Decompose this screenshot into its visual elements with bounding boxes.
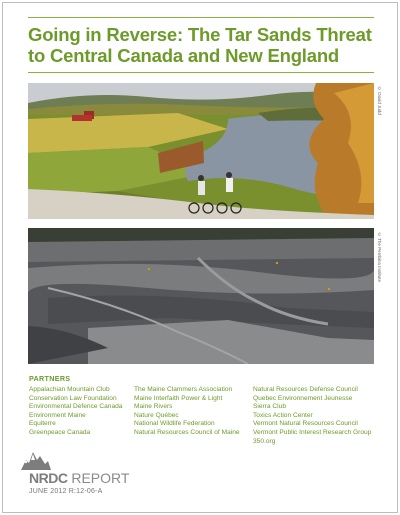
report-id: JUNE 2012 R:12-06-A: [29, 488, 103, 495]
partners-column-2: [134, 386, 240, 438]
cover-title: [28, 24, 378, 66]
title-emphasis: Going in Reverse:: [28, 24, 183, 45]
top-rule: [28, 17, 374, 18]
partner-item: Maine Interfaith Power & Light: [134, 394, 223, 402]
partner-item: National Wildlife Federation: [134, 420, 215, 428]
partner-item: Maine Rivers: [134, 403, 173, 411]
tar-sands-mine-photo: [28, 228, 374, 364]
top-photo-credit: © David Judd: [377, 86, 382, 115]
partners-column-3: [253, 386, 371, 446]
partner-item: Environmental Defence Canada: [29, 403, 123, 411]
partner-item: Nature Québec: [134, 411, 179, 419]
bottom-photo-credit: © The Pembina Institute: [377, 232, 382, 282]
nrdc-logo-icon: [21, 448, 51, 472]
partner-item: Vermont Natural Resources Council: [253, 420, 358, 428]
cyclists-landscape-photo: [28, 83, 374, 219]
partner-item: Quebec Environnement Jeunesse: [253, 394, 353, 402]
bottom-rule: [28, 72, 374, 73]
partner-item: Toxics Action Center: [253, 411, 313, 419]
partner-item: Vermont Public Interest Research Group: [253, 428, 372, 436]
partners-heading: PARTNERS: [29, 374, 71, 383]
partner-item: Appalachian Mountain Club: [29, 386, 110, 393]
partner-item: Environment Maine: [29, 411, 86, 419]
partner-item: 350.org: [253, 437, 276, 445]
partners-column-1: [29, 386, 122, 438]
title-rest: The Tar Sands Threat to Central Canada and New England: [28, 24, 372, 66]
partner-item: Sierra Club: [253, 403, 286, 411]
partner-item: Natural Resources Defense Council: [253, 386, 358, 393]
partner-item: Conservation Law Foundation: [29, 394, 117, 402]
report-word: REPORT: [71, 470, 130, 486]
org-name: NRDC: [29, 470, 68, 486]
partner-item: Equiterre: [29, 420, 56, 428]
partner-item: Natural Resources Council of Maine: [134, 428, 240, 436]
partner-item: Greenpeace Canada: [29, 428, 91, 436]
report-label: [29, 470, 129, 486]
partner-item: The Maine Clammers Association: [134, 386, 233, 393]
